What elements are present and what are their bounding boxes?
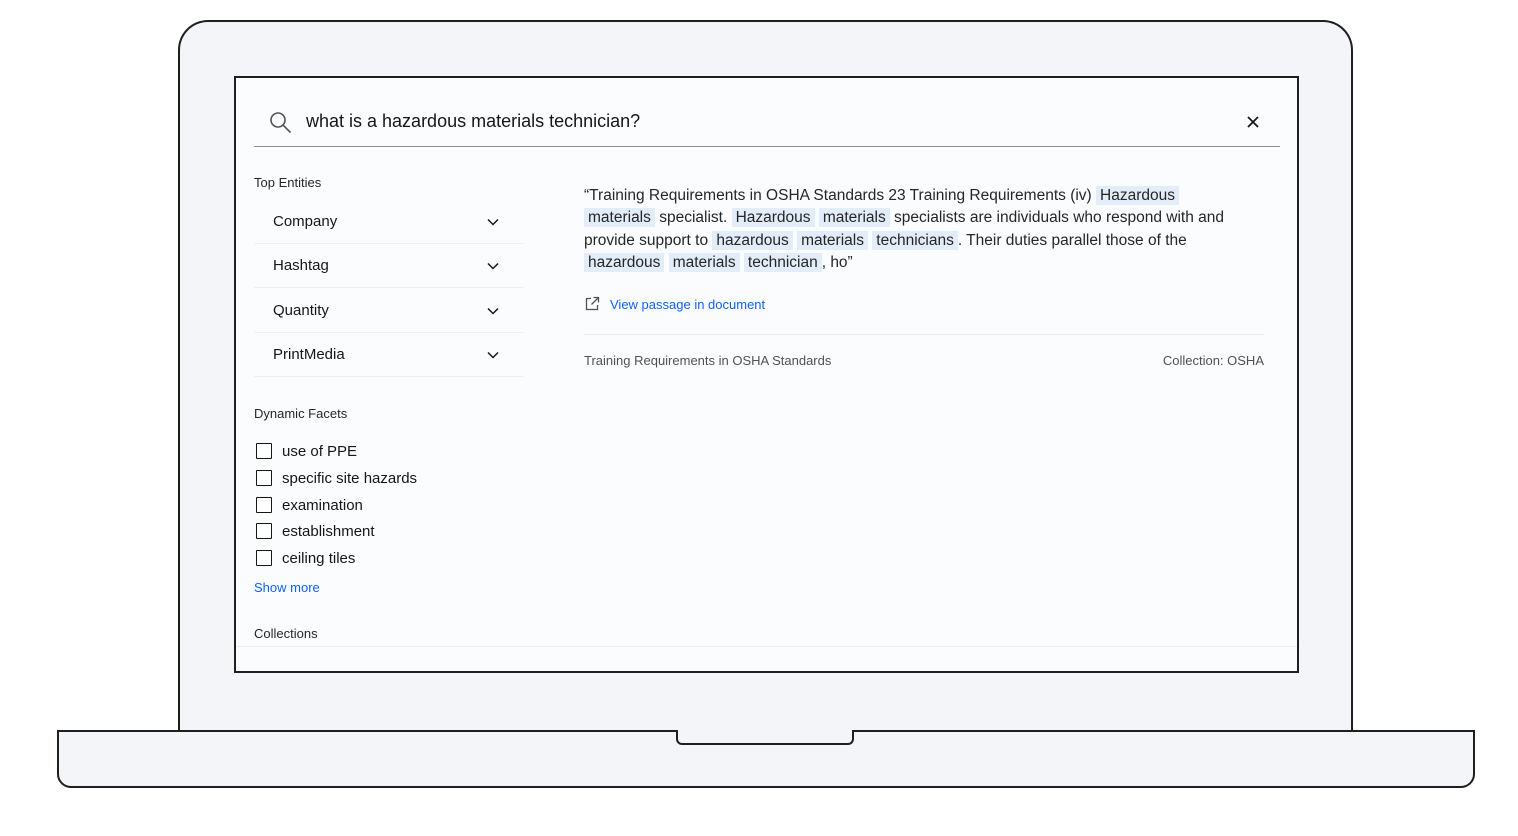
laptop-notch (676, 730, 854, 745)
chevron-down-icon (486, 304, 500, 318)
facet-label: use of PPE (282, 442, 358, 460)
facet-use-of-ppe[interactable] (256, 440, 357, 462)
entity-dropdown-quantity[interactable] (254, 289, 524, 333)
facet-checkbox[interactable] (256, 470, 272, 486)
view-passage-link[interactable] (584, 296, 765, 312)
view-passage-label: View passage in document (610, 296, 766, 312)
bottom-divider (236, 646, 1299, 647)
close-icon[interactable] (1240, 109, 1266, 135)
document-title: Training Requirements in OSHA Standards (584, 353, 832, 368)
highlighted-term: Hazardous (1096, 186, 1179, 205)
entity-dropdown-company[interactable] (254, 200, 524, 244)
result-card (566, 173, 1276, 413)
screen (234, 76, 1299, 673)
highlighted-term: materials (797, 231, 868, 250)
card-divider (584, 334, 1264, 335)
facet-establishment[interactable] (256, 520, 375, 542)
chevron-down-icon (486, 259, 500, 273)
passage-text: . Their duties parallel those of the (957, 231, 1187, 249)
chevron-down-icon (486, 348, 500, 362)
highlighted-term: materials (669, 253, 740, 272)
entity-dropdown-hashtag[interactable] (254, 244, 524, 288)
facet-checkbox[interactable] (256, 497, 272, 513)
facet-label: examination (282, 496, 363, 514)
highlighted-term: hazardous (712, 231, 792, 250)
search-icon (268, 110, 292, 134)
highlighted-term: Hazardous (732, 208, 815, 227)
facet-specific-site-hazards[interactable] (256, 467, 417, 489)
facet-label: establishment (282, 522, 375, 540)
highlighted-term: materials (819, 208, 890, 227)
entity-dropdown-printmedia[interactable] (254, 333, 524, 377)
facet-checkbox[interactable] (256, 523, 272, 539)
dynamic-facets-title: Dynamic Facets (254, 406, 348, 421)
highlighted-term: hazardous (584, 253, 664, 272)
collection-label: Collection: OSHA (1162, 353, 1264, 368)
launch-icon (584, 296, 600, 312)
facet-checkbox[interactable] (256, 443, 272, 459)
facet-examination[interactable] (256, 494, 363, 516)
passage-text: specialist. (654, 209, 732, 227)
entity-dropdown-label: Quantity (273, 302, 329, 319)
entity-dropdown-label: PrintMedia (273, 346, 345, 363)
top-entities-title: Top Entities (254, 175, 322, 190)
passage-text: specialists are individuals who respond with and provide support to (584, 209, 1225, 249)
laptop-base (57, 730, 1475, 788)
entity-dropdown-label: Company (273, 213, 338, 230)
chevron-down-icon (486, 215, 500, 229)
entity-dropdown-label: Hashtag (273, 257, 329, 274)
facet-label: ceiling tiles (282, 549, 356, 567)
highlighted-term: materials (584, 208, 655, 227)
passage-text: “Training Requirements in OSHA Standards 23 Training Requirements (iv) (584, 187, 1097, 204)
facet-ceiling-tiles[interactable] (256, 547, 355, 569)
show-more-link[interactable]: Show more (254, 580, 320, 595)
search-bar (254, 96, 1280, 147)
collections-title: Collections (254, 626, 318, 641)
passage-text: , ho” (821, 253, 853, 271)
facet-label: specific site hazards (282, 469, 418, 487)
search-input[interactable] (306, 107, 1206, 135)
highlighted-term: technician (744, 253, 822, 272)
highlighted-term: technicians (872, 231, 958, 250)
facet-checkbox[interactable] (256, 550, 272, 566)
result-passage (584, 185, 1244, 274)
